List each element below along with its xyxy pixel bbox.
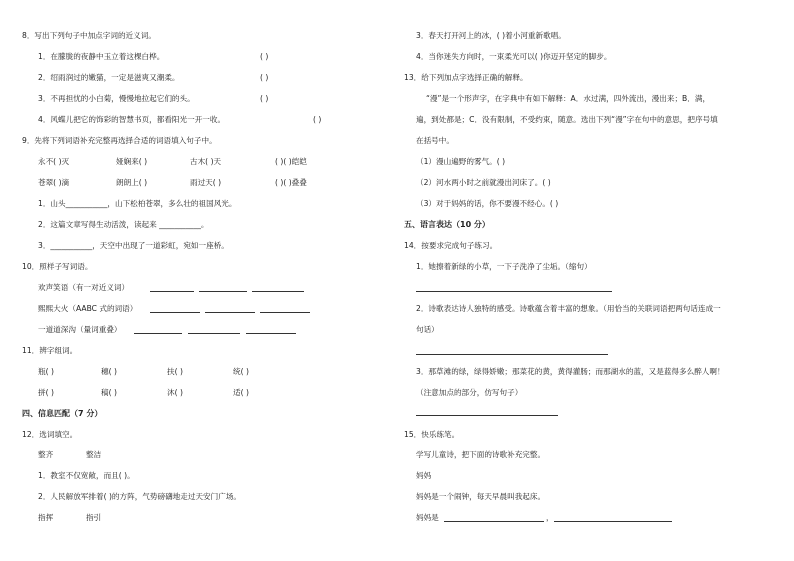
question-14-sentence-2a: 2．诗歌表达诗人独特的感受。诗歌蕴含着丰富的想象。（用恰当的关联词语把两句话连成一	[416, 304, 721, 313]
fill-word[interactable]: 雨过天( )	[190, 178, 222, 187]
word-option: 指引	[86, 513, 102, 522]
question-13-paragraph-2: 遍，到处都是；C．没有限制，不受约束，随意。选出下列“漫”字在句中的意思，把序号填	[416, 115, 718, 124]
question-12-sentence-1[interactable]: 1．教室不仅宽敞，而且( )。	[38, 471, 135, 480]
word-option: 指挥	[38, 513, 54, 522]
question-13-paragraph-3: 在括号中。	[416, 136, 454, 145]
question-13-item-3[interactable]: （3）对于妈妈的话，你不要漫不经心。( )	[416, 199, 559, 208]
question-9-title: 9．先将下列词语补充完整再选择合适的词语填入句子中。	[22, 136, 217, 145]
question-15-title: 15．快乐练笔。	[404, 430, 460, 439]
answer-line[interactable]	[205, 304, 255, 313]
fill-word[interactable]: 苍翠( )滴	[38, 178, 70, 187]
question-8-item-4: 4．风蝶儿把它的饰彩的智慧书页，都看阳光一开一收。	[38, 115, 226, 124]
poem-separator: ，	[546, 513, 554, 522]
question-9-sentence-1[interactable]: 1．山头___________，山下松柏苍翠，多么壮的祖国风光。	[38, 199, 237, 208]
question-8-item-1: 1．在朦胧的夜静中玉立着这棵白桦。	[38, 52, 165, 61]
question-10-row-1: 欢声笑语（有一对近义词）	[38, 283, 130, 292]
word-group[interactable]: 适( )	[233, 388, 249, 397]
fill-word[interactable]: 娅娴来( )	[116, 157, 148, 166]
poem-title: 妈妈	[416, 471, 432, 480]
fill-word[interactable]: 永不( )灭	[38, 157, 70, 166]
answer-paren[interactable]: ( )	[313, 115, 322, 124]
question-9-sentence-2[interactable]: 2．这篇文章写得生动活泼，读起来 ___________。	[38, 220, 209, 229]
question-14-sentence-3b: （注意加点的部分，仿写句子）	[416, 388, 523, 397]
question-13-item-2[interactable]: （2）河水两小时之前就漫出河床了。( )	[416, 178, 551, 187]
question-14-sentence-3a: 3．那草滩的绿，绿得娇嫩；那菜花的黄，黄得灌肠；而那湖水的蓝，又是蓝得多么醉人啊！	[416, 367, 725, 376]
question-14-sentence-1: 1．她擦着新绿的小草，一下子洗净了尘垢。（缩句）	[416, 262, 592, 271]
question-15-paragraph-1: 学写儿童诗，把下面的诗歌补充完整。	[416, 450, 546, 459]
word-group[interactable]: 瓶( )	[38, 367, 54, 376]
answer-paren[interactable]: ( )	[260, 52, 269, 61]
answer-line[interactable]	[246, 325, 296, 334]
word-group[interactable]: 拼( )	[38, 388, 54, 397]
question-8-item-3: 3．不再担忧的小白菊，慢慢地拉起它们的头。	[38, 94, 195, 103]
question-13-title: 13．给下列加点字选择正确的解释。	[404, 73, 528, 82]
word-group[interactable]: 穗( )	[101, 367, 117, 376]
answer-line[interactable]	[199, 283, 247, 292]
fill-word[interactable]: 古木( )天	[190, 157, 222, 166]
poem-line-1: 妈妈是一个闹钟，每天早晨叫我起床。	[416, 492, 546, 501]
answer-line[interactable]	[416, 346, 608, 355]
question-14-title: 14．按要求完成句子练习。	[404, 241, 498, 250]
answer-line[interactable]	[554, 513, 672, 522]
fill-word[interactable]: ( )( )皑皑	[275, 157, 307, 166]
question-8-item-2: 2．绍雨润过的嫩猫，一定是滋爽又潮柔。	[38, 73, 180, 82]
question-9-sentence-3[interactable]: 3．___________，天空中出现了一道彩虹，宛如一座桥。	[38, 241, 229, 250]
word-option: 整洁	[86, 450, 102, 459]
section-5-heading: 五、语言表达（10 分）	[404, 220, 490, 229]
question-13-item-1[interactable]: （1）漫山遍野的雾气。( )	[416, 157, 506, 166]
question-12-sentence-4[interactable]: 4．当你迷失方向时，一束柔光可以( )你迈开坚定的脚步。	[416, 52, 612, 61]
word-group[interactable]: 扶( )	[167, 367, 183, 376]
answer-line[interactable]	[260, 304, 310, 313]
question-12-title: 12．选词填空。	[22, 430, 78, 439]
answer-line[interactable]	[252, 283, 304, 292]
answer-line[interactable]	[444, 513, 544, 522]
answer-line[interactable]	[416, 283, 612, 292]
question-8-title: 8．写出下列句子中加点字词的近义词。	[22, 31, 156, 40]
answer-line[interactable]	[150, 304, 200, 313]
question-14-sentence-2b: 句话）	[416, 325, 439, 334]
answer-paren[interactable]: ( )	[260, 94, 269, 103]
word-option: 整齐	[38, 450, 54, 459]
section-4-heading: 四、信息匹配（7 分）	[22, 409, 103, 418]
question-11-title: 11．辨字组词。	[22, 346, 78, 355]
answer-line[interactable]	[134, 325, 182, 334]
word-group[interactable]: 沐( )	[167, 388, 183, 397]
poem-line-2-start: 妈妈是	[416, 513, 439, 522]
fill-word[interactable]: 朗朗上( )	[116, 178, 148, 187]
question-10-row-2: 熙熙大火（AABC 式的词语）	[38, 304, 138, 313]
question-12-sentence-3[interactable]: 3．春天打开河上的冰，( )着小河重新歌唱。	[416, 31, 566, 40]
word-group[interactable]: 稿( )	[101, 388, 117, 397]
answer-line[interactable]	[150, 283, 194, 292]
word-group[interactable]: 统( )	[233, 367, 249, 376]
question-10-row-3: 一道道深沟（量词重叠）	[38, 325, 122, 334]
question-12-sentence-2[interactable]: 2．人民解放军排着( )的方阵，气势磅礴地走过天安门广场。	[38, 492, 242, 501]
question-10-title: 10．照样子写词语。	[22, 262, 93, 271]
answer-paren[interactable]: ( )	[260, 73, 269, 82]
answer-line[interactable]	[188, 325, 240, 334]
fill-word[interactable]: ( )( )叠叠	[275, 178, 307, 187]
question-13-paragraph-1: “漫”是一个形声字，在字典中有如下解释：A．水过满，四外流出，漫出来；B．满，	[426, 94, 711, 103]
answer-line[interactable]	[416, 407, 558, 416]
